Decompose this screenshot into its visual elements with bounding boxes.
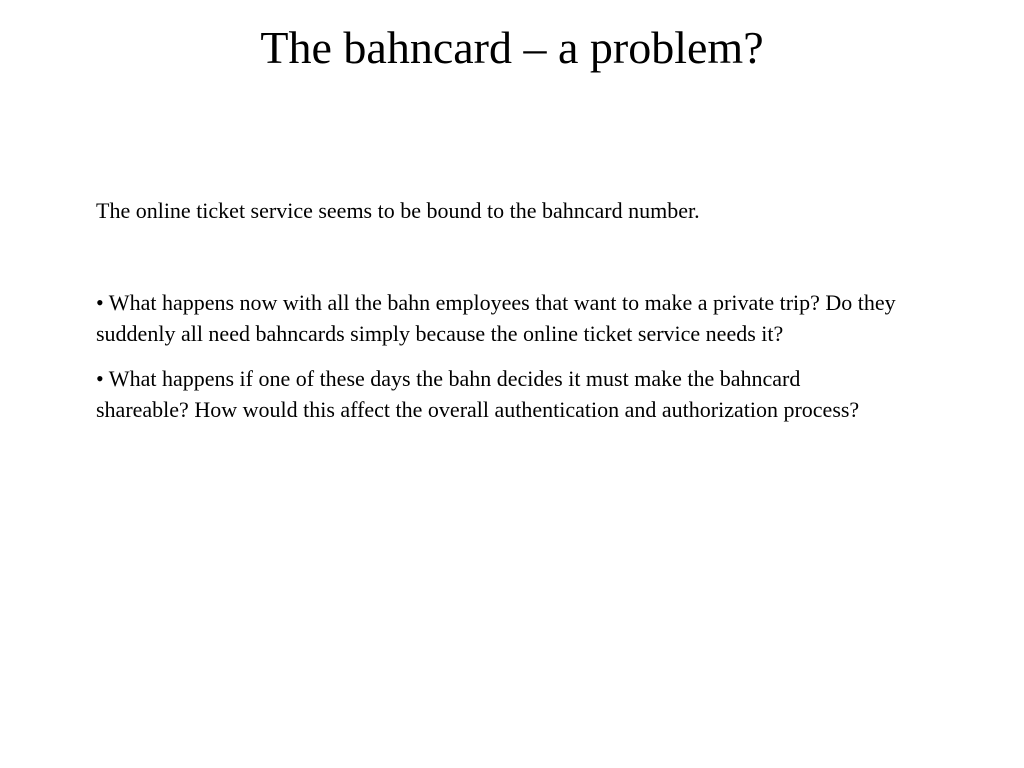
bullet-item-1: • What happens now with all the bahn employees that want to make a private trip? Do they suddenly all need bahncards simply because the online ticket service needs it? [96, 290, 896, 346]
bullet-item-2: • What happens if one of these days the bahn decides it must make the bahncard shareable? How would this affect the overall authentication and authorization process? [96, 366, 860, 422]
slide-body [96, 195, 896, 439]
slide-title: The bahncard – a problem? [260, 22, 764, 73]
intro-paragraph: The online ticket service seems to be bound to the bahncard number. [96, 198, 700, 223]
